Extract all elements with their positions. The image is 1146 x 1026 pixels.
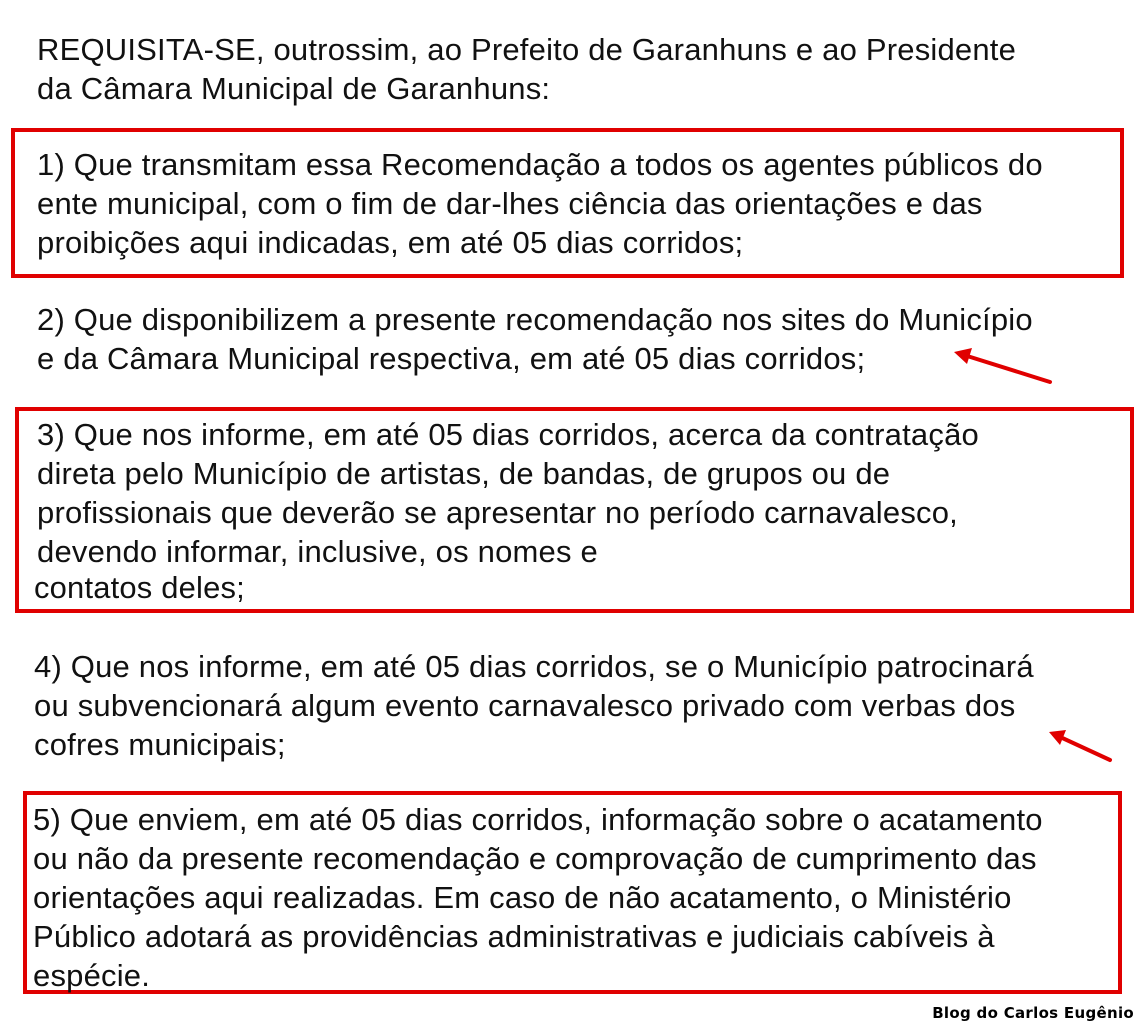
- intro-paragraph: [37, 30, 1112, 108]
- red-arrow-icon: [950, 342, 1060, 390]
- item-1-line: 1) Que transmitam essa Recomendação a todos os agentes públicos do: [37, 147, 1043, 182]
- intro-line: da Câmara Municipal de Garanhuns:: [37, 71, 551, 106]
- item-4-paragraph: [34, 647, 1112, 764]
- blog-credit: Blog do Carlos Eugênio: [932, 1004, 1134, 1022]
- item-5-line: espécie.: [33, 958, 151, 993]
- item-2-line: 2) Que disponibilizem a presente recomendação nos sites do Município: [37, 302, 1033, 337]
- item-5-line: ou não da presente recomendação e comprovação de cumprimento das: [33, 841, 1037, 876]
- item-5-line: Público adotará as providências administrativas e judiciais cabíveis à: [33, 919, 995, 954]
- item-3-line: contatos deles;: [34, 570, 245, 605]
- item-1-line: proibições aqui indicadas, em até 05 dias corridos;: [37, 225, 744, 260]
- item-2-line: e da Câmara Municipal respectiva, em até 05 dias corridos;: [37, 341, 866, 376]
- item-3-line: profissionais que deverão se apresentar no período carnavalesco,: [37, 495, 958, 530]
- item-5-paragraph: [33, 800, 1110, 995]
- item-3-line: 3) Que nos informe, em até 05 dias corridos, acerca da contratação: [37, 417, 979, 452]
- item-4-line: ou subvencionará algum evento carnavalesco privado com verbas dos: [34, 688, 1016, 723]
- item-3-line: direta pelo Município de artistas, de bandas, de grupos ou de: [37, 456, 891, 491]
- item-5-line: orientações aqui realizadas. Em caso de não acatamento, o Ministério: [33, 880, 1012, 915]
- red-arrow-icon: [1046, 724, 1118, 766]
- item-1-paragraph: [37, 145, 1112, 262]
- item-5-line: 5) Que enviem, em até 05 dias corridos, informação sobre o acatamento: [33, 802, 1043, 837]
- item-3-line: devendo informar, inclusive, os nomes e: [37, 534, 598, 569]
- intro-line: REQUISITA-SE, outrossim, ao Prefeito de Garanhuns e ao Presidente: [37, 32, 1017, 67]
- item-4-line: 4) Que nos informe, em até 05 dias corridos, se o Município patrocinará: [34, 649, 1034, 684]
- item-3-paragraph: [34, 415, 1112, 607]
- item-1-line: ente municipal, com o fim de dar-lhes ciência das orientações e das: [37, 186, 983, 221]
- item-4-line: cofres municipais;: [34, 727, 286, 762]
